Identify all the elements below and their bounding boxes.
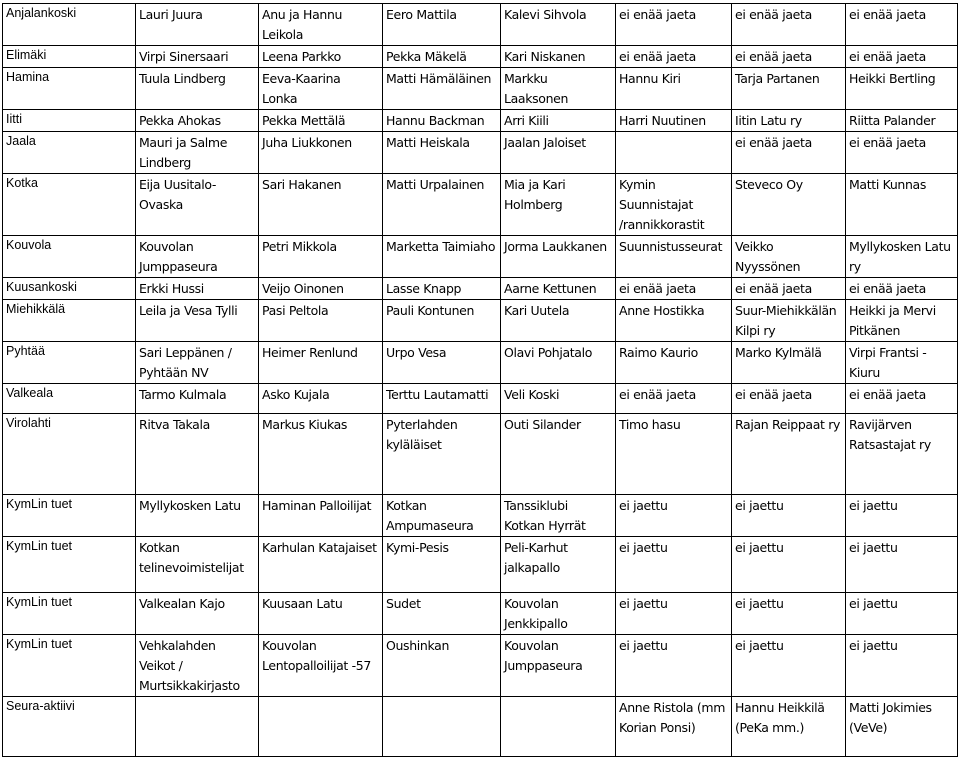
table-cell: Virpi Sinersaari [136,46,259,68]
table-cell: Terttu Lautamatti [383,384,501,414]
table-cell: ei jaettu [846,635,958,697]
table-cell: ei enää jaeta [616,278,732,300]
table-cell: ei enää jaeta [732,278,846,300]
recipient-table [2,3,958,757]
table-cell: Erkki Hussi [136,278,259,300]
table-cell: Pekka Ahokas [136,110,259,132]
table-cell: ei enää jaeta [846,4,958,46]
table-cell: Heikki ja Mervi Pitkänen [846,300,958,342]
table-cell: Oushinkan [383,635,501,697]
municipality-cell: Elimäki [3,46,136,68]
table-cell: Sari Hakanen [259,174,383,236]
table-cell: Eeva-Kaarina Lonka [259,68,383,110]
table-cell: Pyterlahden kyläläiset [383,414,501,495]
table-cell: Kymi-Pesis [383,537,501,593]
table-cell: Leena Parkko [259,46,383,68]
table-cell: Markku Laaksonen [501,68,616,110]
table-cell: ei jaettu [732,635,846,697]
table-cell: Veli Koski [501,384,616,414]
municipality-cell: Anjalankoski [3,4,136,46]
table-cell: Kotkan telinevoimistelijat [136,537,259,593]
table-cell: Anne Hostikka [616,300,732,342]
table-cell: Olavi Pohjatalo [501,342,616,384]
table-cell: Jaalan Jaloiset [501,132,616,174]
table-cell: ei enää jaeta [846,46,958,68]
table-cell: Riitta Palander [846,110,958,132]
table-cell: Tanssiklubi Kotkan Hyrrät [501,495,616,537]
table-cell: Markus Kiukas [259,414,383,495]
table-cell: Sari Leppänen / Pyhtään NV [136,342,259,384]
table-cell: Mia ja Kari Holmberg [501,174,616,236]
table-row [3,593,958,635]
table-cell: Virpi Frantsi - Kiuru [846,342,958,384]
municipality-cell: Kotka [3,174,136,236]
table-cell: Tarmo Kulmala [136,384,259,414]
table-cell: Myllykosken Latu [136,495,259,537]
table-cell: Karhulan Katajaiset [259,537,383,593]
table-cell: ei enää jaeta [616,46,732,68]
table-cell: ei jaettu [846,495,958,537]
table-cell: Lasse Knapp [383,278,501,300]
table-cell: Leila ja Vesa Tylli [136,300,259,342]
table-cell: Kouvolan Jumppaseura [136,236,259,278]
table-row [3,236,958,278]
table-cell: Hannu Kiri [616,68,732,110]
table-cell: Raimo Kaurio [616,342,732,384]
table-cell: Lauri Juura [136,4,259,46]
municipality-cell: Jaala [3,132,136,174]
table-cell: Timo hasu [616,414,732,495]
table-cell: ei jaettu [616,537,732,593]
municipality-cell: KymLin tuet [3,593,136,635]
table-cell: ei enää jaeta [616,4,732,46]
table-cell: Vehkalahden Veikot / Murtsikkakirjasto [136,635,259,697]
table-cell: Aarne Kettunen [501,278,616,300]
table-cell: Hannu Heikkilä (PeKa mm.) [732,697,846,757]
table-cell: Kouvolan Lentopalloilijat -57 [259,635,383,697]
municipality-cell: Valkeala [3,384,136,414]
table-row [3,174,958,236]
table-cell: ei jaettu [846,537,958,593]
table-row [3,697,958,757]
table-cell: Kuusaan Latu [259,593,383,635]
municipality-cell: KymLin tuet [3,495,136,537]
table-row [3,495,958,537]
table-cell: Matti Kunnas [846,174,958,236]
table-cell: ei enää jaeta [846,278,958,300]
table-cell: ei enää jaeta [846,132,958,174]
table-cell: Veijo Oinonen [259,278,383,300]
table-cell: Eero Mattila [383,4,501,46]
table-cell: Steveco Oy [732,174,846,236]
table-cell: Sudet [383,593,501,635]
municipality-cell: KymLin tuet [3,537,136,593]
municipality-cell: Kuusankoski [3,278,136,300]
table-cell [383,697,501,757]
table-cell: ei enää jaeta [732,384,846,414]
table-cell: Marko Kylmälä [732,342,846,384]
table-cell: ei enää jaeta [732,4,846,46]
table-cell: Tarja Partanen [732,68,846,110]
table-cell: Jorma Laukkanen [501,236,616,278]
table-cell: ei jaettu [732,537,846,593]
table-cell: Kari Niskanen [501,46,616,68]
table-cell: Pasi Peltola [259,300,383,342]
table-cell [136,697,259,757]
table-cell [501,697,616,757]
table-cell: Pekka Mettälä [259,110,383,132]
table-cell: Arri Kiili [501,110,616,132]
table-cell: Rajan Reippaat ry [732,414,846,495]
municipality-cell: KymLin tuet [3,635,136,697]
table-cell: Kouvolan Jenkkipallo [501,593,616,635]
table-cell: Iitin Latu ry [732,110,846,132]
table-cell: Pauli Kontunen [383,300,501,342]
table-cell: Suunnistusseurat [616,236,732,278]
table-cell: ei enää jaeta [732,132,846,174]
municipality-cell: Virolahti [3,414,136,495]
municipality-cell: Kouvola [3,236,136,278]
table-cell: ei jaettu [616,495,732,537]
table-cell: ei jaettu [732,593,846,635]
table-cell: Kari Uutela [501,300,616,342]
table-cell: Urpo Vesa [383,342,501,384]
table-cell: Anne Ristola (mm Korian Ponsi) [616,697,732,757]
table-cell: Suur-Miehikkälän Kilpi ry [732,300,846,342]
table-row [3,384,958,414]
table-cell: ei jaettu [846,593,958,635]
municipality-cell: Hamina [3,68,136,110]
table-row [3,278,958,300]
table-cell: Hannu Backman [383,110,501,132]
table-cell: Eija Uusitalo-Ovaska [136,174,259,236]
table-cell: Anu ja Hannu Leikola [259,4,383,46]
table-cell: Kalevi Sihvola [501,4,616,46]
table-cell: Heimer Renlund [259,342,383,384]
table-cell: Tuula Lindberg [136,68,259,110]
table-row [3,537,958,593]
table-cell: ei enää jaeta [616,384,732,414]
table-cell: ei enää jaeta [732,46,846,68]
table-cell [259,697,383,757]
table-cell: Heikki Bertling [846,68,958,110]
table-row [3,110,958,132]
table-row [3,414,958,495]
table-cell: Matti Hämäläinen [383,68,501,110]
table-row [3,68,958,110]
table-cell: Asko Kujala [259,384,383,414]
table-cell: ei jaettu [616,635,732,697]
municipality-cell: Pyhtää [3,342,136,384]
table-cell: Mauri ja Salme Lindberg [136,132,259,174]
table-body [3,4,958,757]
table-cell: Valkealan Kajo [136,593,259,635]
table-cell: Veikko Nyyssönen [732,236,846,278]
table-cell: Kymin Suunnistajat /rannikkorastit [616,174,732,236]
municipality-cell: Miehikkälä [3,300,136,342]
table-cell: Haminan Palloilijat [259,495,383,537]
table-cell: Matti Jokimies (VeVe) [846,697,958,757]
table-cell: Marketta Taimiaho [383,236,501,278]
table-cell: Peli-Karhut jalkapallo [501,537,616,593]
table-row [3,635,958,697]
table-cell: Petri Mikkola [259,236,383,278]
table-cell: ei jaettu [732,495,846,537]
table-cell [616,132,732,174]
table-cell: Juha Liukkonen [259,132,383,174]
table-cell: Harri Nuutinen [616,110,732,132]
table-row [3,4,958,46]
table-cell: Kotkan Ampumaseura [383,495,501,537]
table-cell: Matti Urpalainen [383,174,501,236]
municipality-cell: Iitti [3,110,136,132]
table-cell: Outi Silander [501,414,616,495]
municipality-cell: Seura-aktiivi [3,697,136,757]
table-cell: Myllykosken Latu ry [846,236,958,278]
table-cell: Pekka Mäkelä [383,46,501,68]
table-row [3,342,958,384]
table-cell: Matti Heiskala [383,132,501,174]
table-row [3,46,958,68]
table-row [3,300,958,342]
table-cell: Ritva Takala [136,414,259,495]
table-cell: Ravijärven Ratsastajat ry [846,414,958,495]
table-cell: ei enää jaeta [846,384,958,414]
table-row [3,132,958,174]
table-cell: ei jaettu [616,593,732,635]
table-cell: Kouvolan Jumppaseura [501,635,616,697]
